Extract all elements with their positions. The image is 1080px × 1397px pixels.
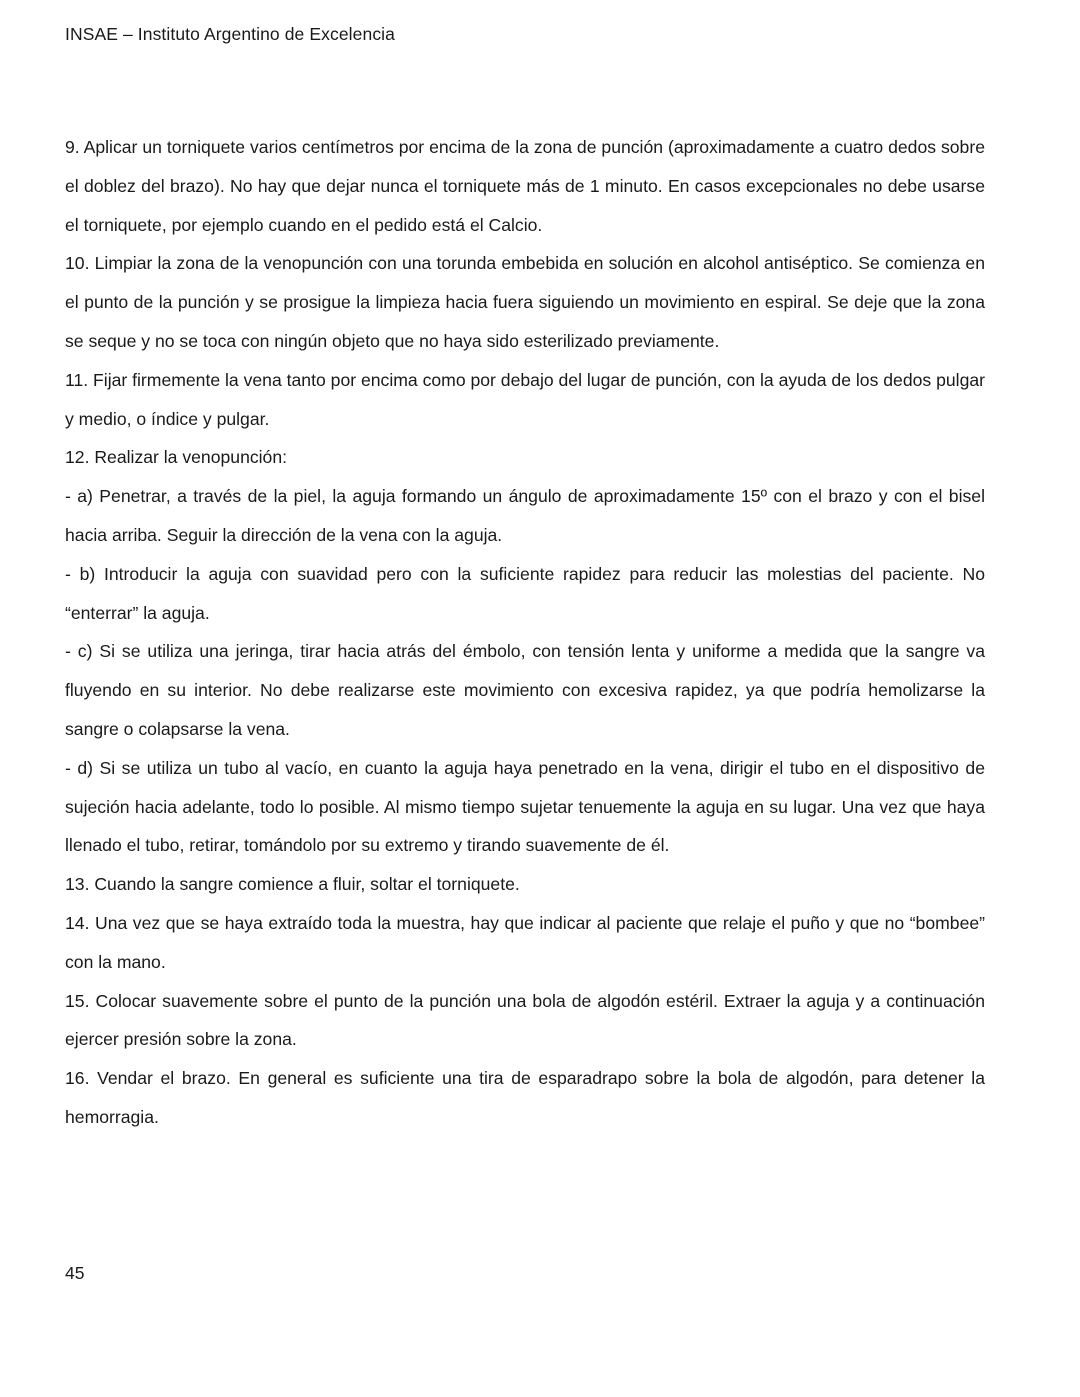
paragraph-step-15: 15. Colocar suavemente sobre el punto de la punción una bola de algodón estéril. Extraer la aguja y a continuación ejercer presión sobre la zona.	[65, 990, 985, 1050]
paragraph-step-13: 13. Cuando la sangre comience a fluir, soltar el torniquete.	[65, 874, 520, 895]
paragraph-step-11: 11. Fijar firmemente la vena tanto por encima como por debajo del lugar de punción, con la ayuda de los dedos pulgar y medio, o índice y pulgar.	[65, 369, 985, 429]
paragraph-step-12b: - b) Introducir la aguja con suavidad pero con la suficiente rapidez para reducir las molestias del paciente. No “enterrar” la aguja.	[65, 563, 985, 623]
paragraph-step-12: 12. Realizar la venopunción:	[65, 447, 288, 468]
paragraph-step-12a: - a) Penetrar, a través de la piel, la aguja formando un ángulo de aproximadamente 15º con el brazo y con el bisel hacia arriba. Seguir la dirección de la vena con la aguja.	[65, 486, 985, 545]
paragraph-step-16: 16. Vendar el brazo. En general es suficiente una tira de esparadrapo sobre la bola de algodón, para detener la hemorragia.	[65, 1068, 985, 1127]
paragraph-step-14: 14. Una vez que se haya extraído toda la muestra, hay que indicar al paciente que relaje el puño y que no “bombee” con la mano.	[65, 912, 985, 972]
paragraph-step-12d: - d) Si se utiliza un tubo al vacío, en cuanto la aguja haya penetrado en la vena, dirigir el tubo en el dispositivo de sujeción hacia adelante, todo lo posible. Al mismo tiempo sujetar tenuemente la aguja en su lugar. Una vez que haya llenado el tubo, retirar, tomándolo por su extremo y tirando suavemente de él.	[65, 757, 985, 856]
page-number: 45	[65, 1263, 85, 1283]
paragraph-step-9: 9. Aplicar un torniquete varios centímetros por encima de la zona de punción (aproximadamente a cuatro dedos sobre el doblez del brazo). No hay que dejar nunca el torniquete más de 1 minuto. En casos excepcionales no debe usarse el torniquete, por ejemplo cuando en el pedido está el Calcio.	[65, 137, 985, 235]
paragraph-step-12c: - c) Si se utiliza una jeringa, tirar hacia atrás del émbolo, con tensión lenta y uniforme a medida que la sangre va fluyendo en su interior. No debe realizarse este movimiento con excesiva rapidez, ya que podría hemolizarse la sangre o colapsarse la vena.	[65, 641, 985, 739]
page-header: INSAE – Instituto Argentino de Excelencia	[65, 24, 395, 44]
document-body	[65, 128, 985, 1137]
paragraph-step-10: 10. Limpiar la zona de la venopunción con una torunda embebida en solución en alcohol antiséptico. Se comienza en el punto de la punción y se prosigue la limpieza hacia fuera siguiendo un movimiento en espiral. Se deje que la zona se seque y no se toca con ningún objeto que no haya sido esterilizado previamente.	[65, 253, 985, 351]
